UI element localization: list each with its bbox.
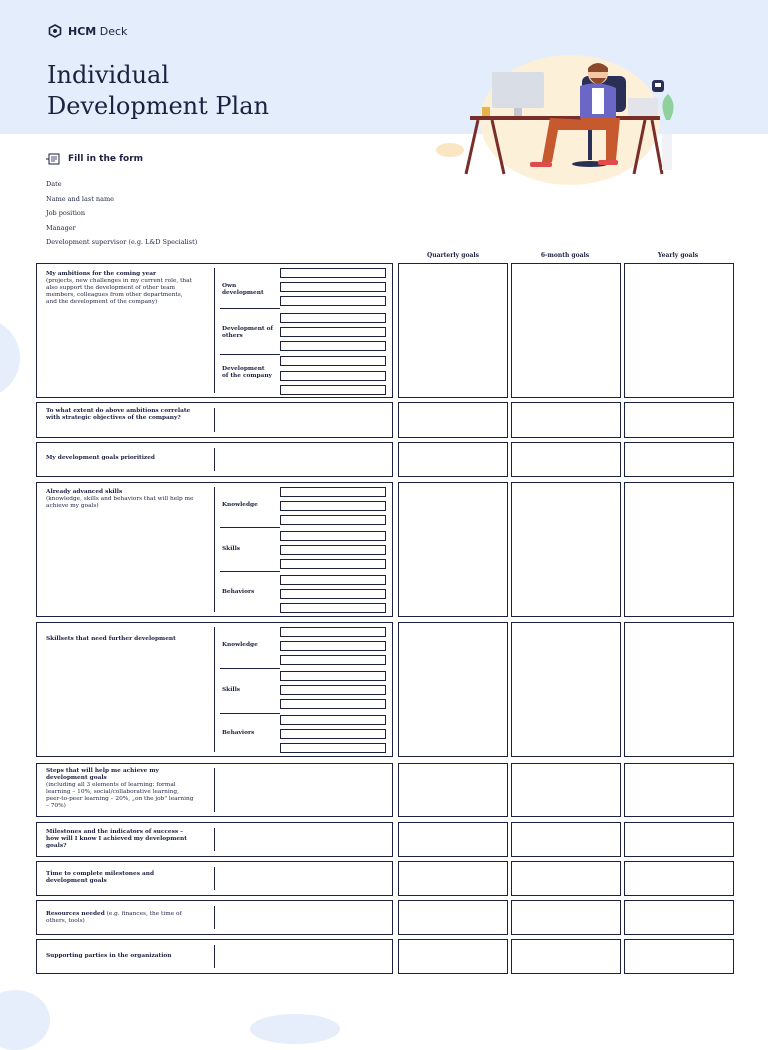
hcm-logo-icon xyxy=(48,24,62,38)
ambitions-input[interactable] xyxy=(280,282,386,292)
field-manager[interactable]: Manager xyxy=(46,223,76,232)
divider xyxy=(220,713,280,714)
divider xyxy=(214,268,215,393)
decor-blob xyxy=(0,990,50,1050)
ambitions-title: My ambitions for the coming year xyxy=(46,271,157,277)
behaviors-label: Behaviors xyxy=(222,589,255,595)
advanced-skills-input[interactable] xyxy=(280,501,386,511)
further-development-input[interactable] xyxy=(280,699,386,709)
steps-desc: (including all 3 elements of learning: formal learning – 10%, social/collaborative learning, peer-to-peer learning – 20%, „on the job" learning – 70%) xyxy=(46,782,194,809)
steps-quarterly-cell[interactable] xyxy=(398,763,508,817)
divider xyxy=(214,448,215,471)
milestones-yearly-cell[interactable] xyxy=(624,822,734,857)
knowledge-label: Knowledge xyxy=(222,642,258,648)
ambitions-input[interactable] xyxy=(280,327,386,337)
divider xyxy=(214,487,215,612)
skills-label: Skills xyxy=(222,687,241,693)
steps-6-month-cell[interactable] xyxy=(511,763,621,817)
advanced-skills-input[interactable] xyxy=(280,603,386,613)
divider xyxy=(220,527,280,528)
title-line-1: Individual xyxy=(47,61,170,89)
advanced-skills-title: Already advanced skills xyxy=(46,489,123,495)
ambitions-input[interactable] xyxy=(280,371,386,381)
milestones-6-month-cell[interactable] xyxy=(511,822,621,857)
time-label xyxy=(46,871,194,885)
correlate-6-month-cell[interactable] xyxy=(511,402,621,438)
time-6-month-cell[interactable] xyxy=(511,861,621,896)
divider xyxy=(214,906,215,929)
development-of-company-label: Development of the company xyxy=(222,366,272,379)
divider xyxy=(220,354,280,355)
advanced-skills-input[interactable] xyxy=(280,589,386,599)
divider xyxy=(214,828,215,851)
field-development-supervisor[interactable]: Development supervisor (e.g. L&D Specialist) xyxy=(46,238,198,247)
correlate-yearly-cell[interactable] xyxy=(624,402,734,438)
skills-label: Skills xyxy=(222,546,241,552)
form-fields xyxy=(46,180,197,253)
resources-desc: (e.g. finances, the time of others, tools) xyxy=(46,911,182,924)
brand-name-bold: HCM xyxy=(68,24,97,38)
correlate-quarterly-cell[interactable] xyxy=(398,402,508,438)
advanced-skills-6-month-cell[interactable] xyxy=(511,482,621,617)
col-header-6-month: 6-month goals xyxy=(540,252,590,259)
prioritized-label xyxy=(46,455,206,462)
ambitions-6-month-cell[interactable] xyxy=(511,263,621,398)
brand-name-rest: Deck xyxy=(99,24,128,38)
further-development-quarterly-cell[interactable] xyxy=(398,622,508,757)
behaviors-label: Behaviors xyxy=(222,730,255,736)
advanced-skills-label xyxy=(46,489,194,510)
fill-in-form-heading xyxy=(46,153,143,165)
further-development-input[interactable] xyxy=(280,671,386,681)
supporting-parties-yearly-cell[interactable] xyxy=(624,939,734,974)
further-development-input[interactable] xyxy=(280,715,386,725)
advanced-skills-input[interactable] xyxy=(280,531,386,541)
col-header-quarterly: Quarterly goals xyxy=(427,252,479,259)
divider xyxy=(214,768,215,812)
divider xyxy=(214,945,215,968)
resources-label xyxy=(46,911,194,925)
milestones-title: Milestones and the indicators of success – how will I know I achieved my development goals? xyxy=(46,829,187,849)
advanced-skills-quarterly-cell[interactable] xyxy=(398,482,508,617)
resources-quarterly-cell[interactable] xyxy=(398,900,508,935)
further-development-6-month-cell[interactable] xyxy=(511,622,621,757)
prioritized-6-month-cell[interactable] xyxy=(511,442,621,477)
further-development-input[interactable] xyxy=(280,685,386,695)
field-name[interactable]: Name and last name xyxy=(46,194,114,203)
prioritized-yearly-cell[interactable] xyxy=(624,442,734,477)
milestones-quarterly-cell[interactable] xyxy=(398,822,508,857)
correlate-label xyxy=(46,408,194,422)
prioritized-title: My development goals prioritized xyxy=(46,455,155,461)
further-development-input[interactable] xyxy=(280,729,386,739)
further-development-input[interactable] xyxy=(280,655,386,665)
divider xyxy=(214,867,215,890)
supporting-parties-label xyxy=(46,953,206,960)
correlate-title: To what extent do above ambitions correlate with strategic objectives of the company? xyxy=(46,408,191,421)
further-development-yearly-cell[interactable] xyxy=(624,622,734,757)
further-development-input[interactable] xyxy=(280,627,386,637)
brand-logo xyxy=(48,24,127,38)
further-development-input[interactable] xyxy=(280,641,386,651)
milestones-label xyxy=(46,829,194,850)
advanced-skills-input[interactable] xyxy=(280,575,386,585)
ambitions-label xyxy=(46,271,194,306)
resources-6-month-cell[interactable] xyxy=(511,900,621,935)
decor-blob xyxy=(0,318,20,398)
advanced-skills-yearly-cell[interactable] xyxy=(624,482,734,617)
steps-title: Steps that will help me achieve my development goals xyxy=(46,768,159,781)
knowledge-label: Knowledge xyxy=(222,502,258,508)
divider xyxy=(220,571,280,572)
supporting-parties-6-month-cell[interactable] xyxy=(511,939,621,974)
page-title xyxy=(47,60,269,122)
divider xyxy=(220,308,280,309)
advanced-skills-input[interactable] xyxy=(280,515,386,525)
divider xyxy=(220,668,280,669)
time-title: Time to complete milestones and development goals xyxy=(46,871,155,884)
ambitions-input[interactable] xyxy=(280,356,386,366)
ambitions-input[interactable] xyxy=(280,341,386,351)
decor-blob xyxy=(250,1014,340,1044)
field-date[interactable]: Date xyxy=(46,180,62,188)
field-job-position[interactable]: Job position xyxy=(46,209,86,218)
person-at-desk-illustration xyxy=(430,50,700,190)
further-development-label xyxy=(46,636,206,643)
ambitions-input[interactable] xyxy=(280,385,386,395)
title-line-2: Development Plan xyxy=(47,92,269,120)
further-development-title: Skillsets that need further development xyxy=(46,636,176,642)
time-yearly-cell[interactable] xyxy=(624,861,734,896)
advanced-skills-input[interactable] xyxy=(280,545,386,555)
resources-yearly-cell[interactable] xyxy=(624,900,734,935)
divider xyxy=(214,408,215,432)
steps-label xyxy=(46,768,194,810)
advanced-skills-input[interactable] xyxy=(280,559,386,569)
steps-yearly-cell[interactable] xyxy=(624,763,734,817)
advanced-skills-input[interactable] xyxy=(280,487,386,497)
further-development-input[interactable] xyxy=(280,743,386,753)
col-header-yearly: Yearly goals xyxy=(657,252,699,259)
ambitions-input[interactable] xyxy=(280,313,386,323)
advanced-skills-desc: (knowledge, skills and behaviors that will help me achieve my goals) xyxy=(46,496,194,509)
ambitions-yearly-cell[interactable] xyxy=(624,263,734,398)
ambitions-quarterly-cell[interactable] xyxy=(398,263,508,398)
ambitions-input[interactable] xyxy=(280,268,386,278)
supporting-parties-title: Supporting parties in the organization xyxy=(46,953,172,959)
resources-title: Resources needed xyxy=(46,911,105,917)
ambitions-desc: (projects, new challenges in my current role, that also support the development of other team members, colleagues from other departments, and the development of the company) xyxy=(46,278,192,305)
own-development-label: Own development xyxy=(222,283,264,296)
divider xyxy=(214,627,215,752)
time-quarterly-cell[interactable] xyxy=(398,861,508,896)
development-of-others-label: Development of others xyxy=(222,326,273,339)
ambitions-input[interactable] xyxy=(280,296,386,306)
fill-in-form-label: Fill in the form xyxy=(68,154,144,164)
form-icon xyxy=(46,153,60,165)
supporting-parties-quarterly-cell[interactable] xyxy=(398,939,508,974)
prioritized-quarterly-cell[interactable] xyxy=(398,442,508,477)
